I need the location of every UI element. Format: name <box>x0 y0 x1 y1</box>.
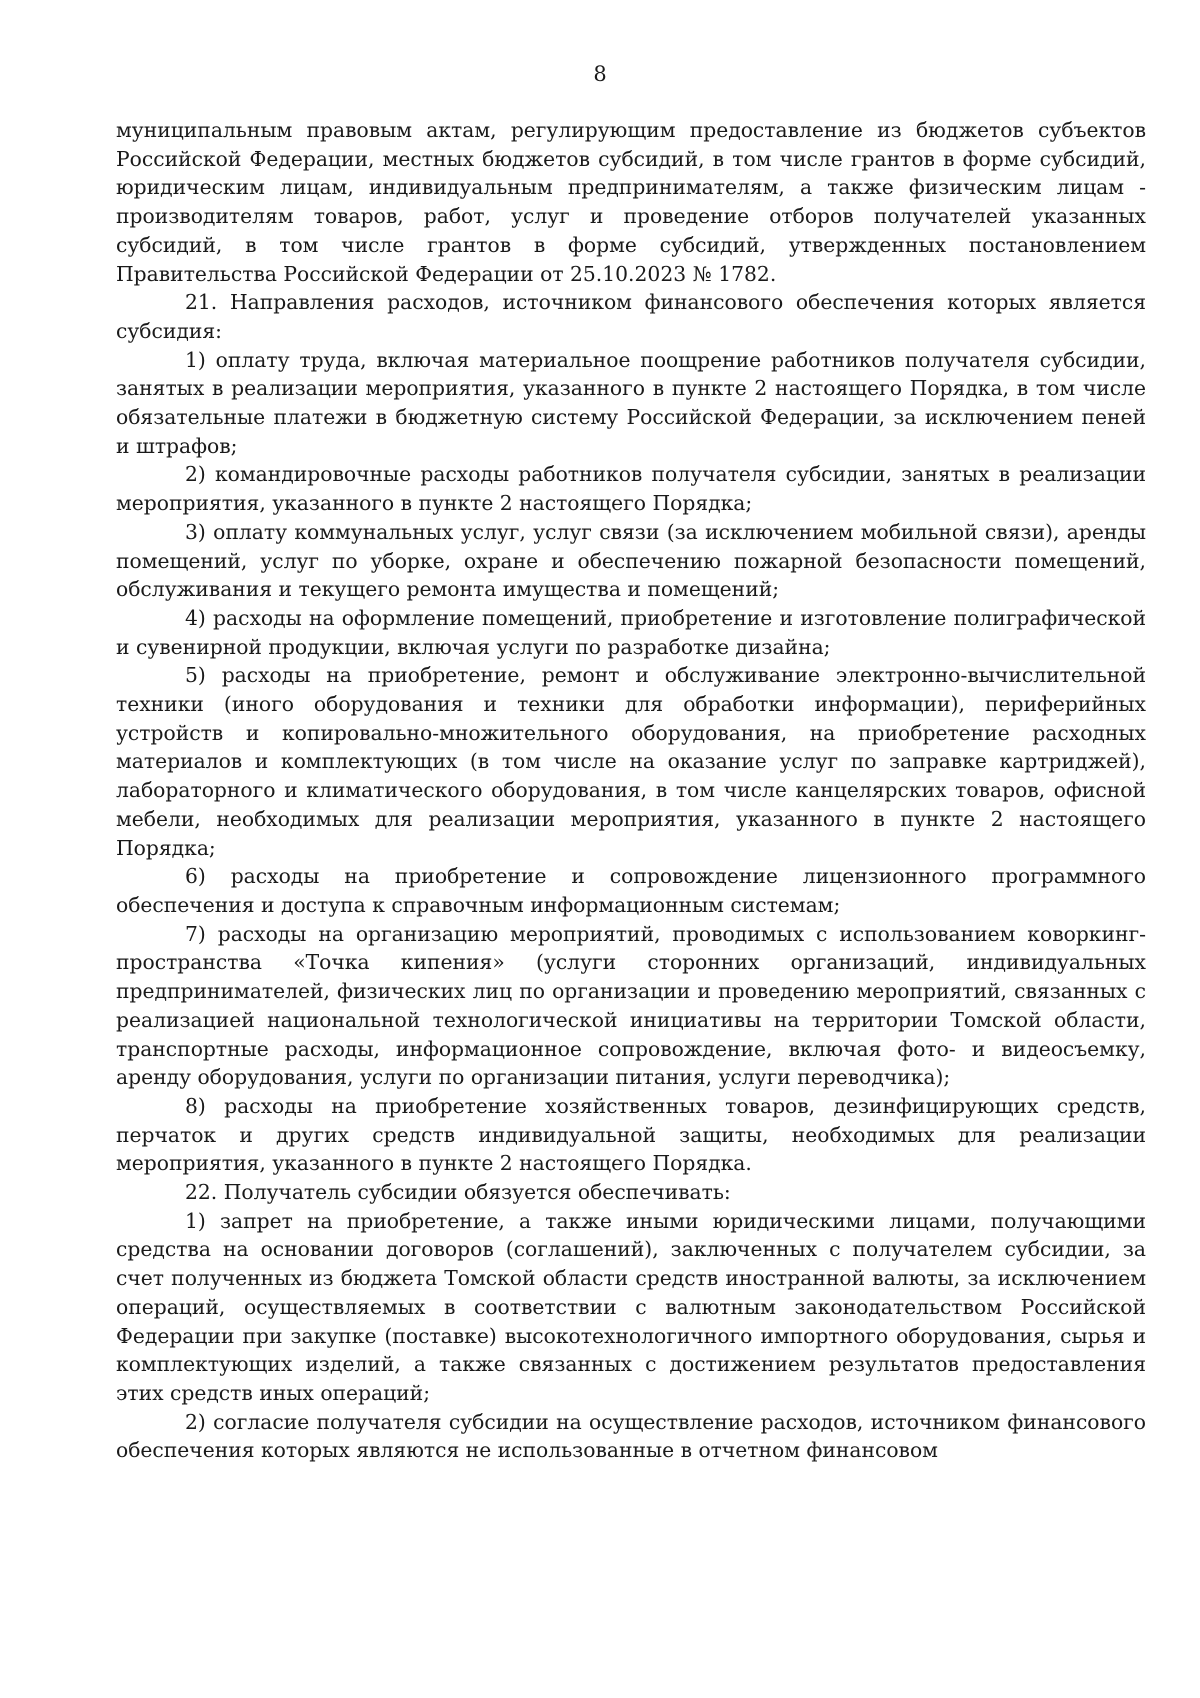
paragraph-item-21-6: 6) расходы на приобретение и сопровождение лицензионного программного обеспечения и доступа к справочным информационным системам; <box>116 864 1146 917</box>
paragraph-item-22-1: 1) запрет на приобретение, а также иными юридическими лицами, получающими средства на основании договоров (соглашений), заключенных с получателем субсидии, за счет полученных из бюджета Томской области средств иностранной валюты, за исключением операций, осуществляемых в соответствии с валютным законодательством Российской Федерации при закупке (поставке) высокотехнологичного импортного оборудования, сырья и комплектующих изделий, а также связанных с достижением результатов предоставления этих средств иных операций; <box>116 1208 1146 1405</box>
paragraph-item-22-2: 2) согласие получателя субсидии на осуществление расходов, источником финансового обеспечения которых являются не использованные в отчетном финансовом <box>116 1409 1146 1463</box>
paragraph-item-21-3: 3) оплату коммунальных услуг, услуг связи (за исключением мобильной связи), аренды помещений, услуг по уборке, охране и обеспечению пожарной безопасности помещений, обслуживания и текущего ремонта имущества и помещений; <box>116 519 1146 602</box>
paragraph-item-21-2: 2) командировочные расходы работников получателя субсидии, занятых в реализации мероприятия, указанного в пункте 2 настоящего Порядка; <box>116 462 1146 516</box>
paragraph-item-21-1: 1) оплату труда, включая материальное поощрение работников получателя субсидии, занятых в реализации мероприятия, указанного в пункте 2 настоящего Порядка, в том числе обязательные платежи в бюджетную систему Российской Федерации, за исключением пеней и штрафов; <box>116 347 1146 458</box>
paragraph-item-21-7: 7) расходы на организацию мероприятий, проводимых с использованием коворкинг-пространства «Точка кипения» (услуги сторонних организаций, индивидуальных предпринимателей, физических лиц по организации и проведению мероприятий, связанных с реализацией национальной технологической инициативы на территории Томской области, транспортные расходы, информационное сопровождение, включая фото- и видеосъемку, аренду оборудования, услуги по организации питания, услуги переводчика); <box>116 921 1146 1090</box>
document-body <box>116 116 1146 1465</box>
paragraph-item-21-8: 8) расходы на приобретение хозяйственных товаров, дезинфицирующих средств, перчаток и других средств индивидуальной защиты, необходимых для реализации мероприятия, указанного в пункте 2 настоящего Порядка. <box>116 1093 1146 1176</box>
paragraph-continuation: муниципальным правовым актам, регулирующим предоставление из бюджетов субъектов Российской Федерации, местных бюджетов субсидий, в том числе грантов в форме субсидий, юридическим лицам, индивидуальным предпринимателям, а также физическим лицам - производителям товаров, работ, услуг и проведение отборов получателей указанных субсидий, в том числе грантов в форме субсидий, утвержденных постановлением Правительства Российской Федерации от 25.10.2023 № 1782. <box>116 118 1146 286</box>
paragraph-clause-21: 21. Направления расходов, источником финансового обеспечения которых является субсидия: <box>116 290 1146 343</box>
page-number: 8 <box>593 62 607 86</box>
paragraph-item-21-5: 5) расходы на приобретение, ремонт и обслуживание электронно-вычислительной техники (иного оборудования и техники для обработки информации), периферийных устройств и копировально-множительного оборудования, на приобретение расходных материалов и комплектующих (в том числе на оказание услуг по заправке картриджей), лабораторного и климатического оборудования, в том числе канцелярских товаров, офисной мебели, необходимых для реализации мероприятия, указанного в пункте 2 настоящего Порядка; <box>116 663 1146 860</box>
paragraph-clause-22: 22. Получатель субсидии обязуется обеспечивать: <box>185 1180 731 1205</box>
paragraph-item-21-4: 4) расходы на оформление помещений, приобретение и изготовление полиграфической и сувенирной продукции, включая услуги по разработке дизайна; <box>116 605 1146 659</box>
